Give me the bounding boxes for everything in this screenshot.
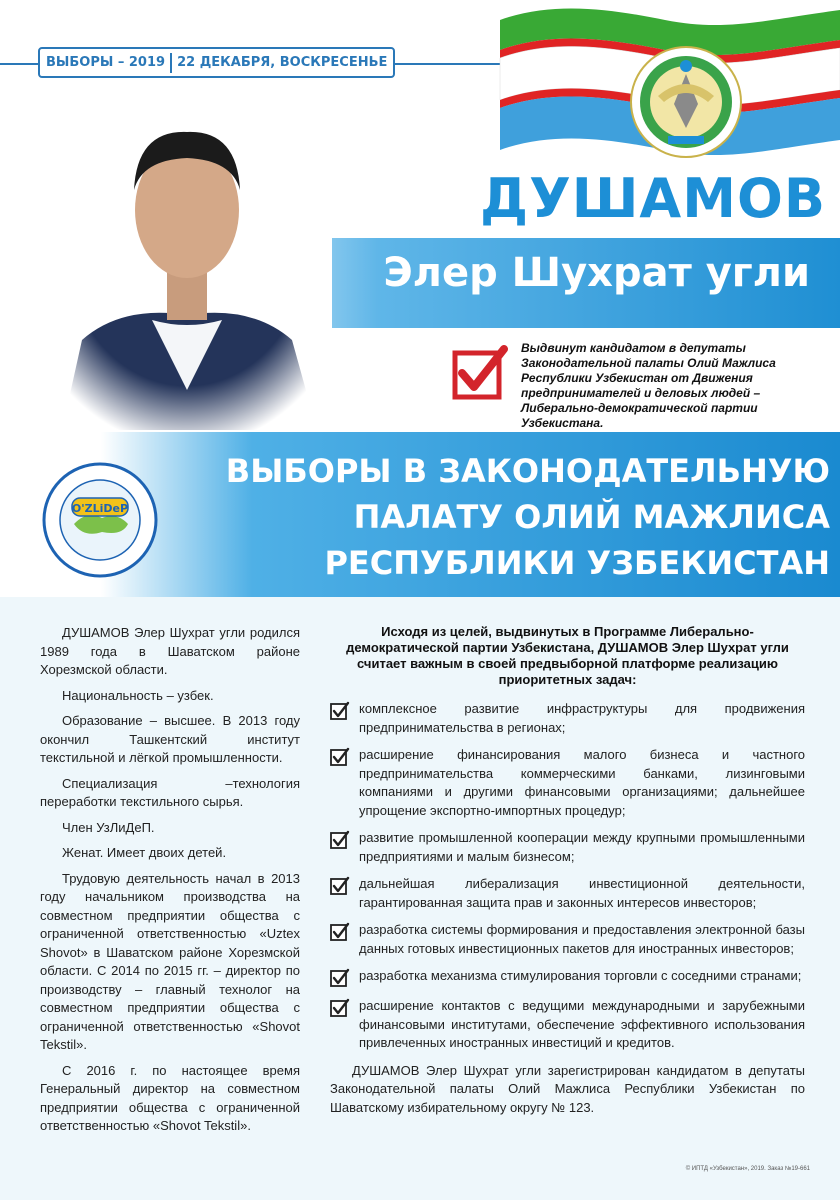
headline-line-2: ПАЛАТУ ОЛИЙ МАЖЛИСА <box>353 498 830 536</box>
badge-year: ВЫБОРЫ – 2019 <box>46 55 166 70</box>
candidate-surname: ДУШАМОВ <box>480 167 827 230</box>
badge-date: 22 ДЕКАБРЯ, ВОСКРЕСЕНЬЕ <box>177 55 388 70</box>
party-logo-text: O'ZLiDeP <box>71 502 129 515</box>
bio-paragraph: Член УзЛиДеП. <box>62 819 155 835</box>
biography <box>40 624 300 1143</box>
bio-paragraph: ДУШАМОВ Элер Шухрат угли родился 1989 года в Шаватском районе Хорезмской области. <box>40 625 300 677</box>
state-emblem-icon <box>628 44 744 160</box>
program-section <box>330 624 805 1117</box>
headline-line-1: ВЫБОРЫ В ЗАКОНОДАТЕЛЬНУЮ <box>225 452 830 490</box>
program-task <box>330 997 805 1053</box>
program-intro: Исходя из целей, выдвинутых в Программе Либерально-демократической партии Узбекистана, ДУШАМОВ Элер Шухрат угли считает важным в своей предвыборной платформе реализацию приоритетных задач: <box>346 624 789 687</box>
checkbox-checked-icon <box>330 998 350 1018</box>
program-task <box>330 967 805 988</box>
party-logo-icon <box>42 462 158 578</box>
election-headline <box>190 448 830 586</box>
candidate-photo <box>42 90 332 430</box>
task-text: разработка механизма стимулирования торговли с соседними странами; <box>359 968 802 983</box>
checkbox-checked-icon <box>330 830 350 850</box>
checkbox-checked-icon <box>330 968 350 988</box>
bio-paragraph: Специализация –технология переработки текстильного сырья. <box>40 775 300 809</box>
bio-paragraph: Образование – высшее. В 2013 году окончил Ташкентский институт текстильной и лёгкой промышленности. <box>40 713 300 765</box>
election-date-badge <box>38 47 395 78</box>
program-task <box>330 829 805 866</box>
badge-divider <box>170 53 172 73</box>
ballot-check-icon <box>452 345 508 401</box>
registration-note: ДУШАМОВ Элер Шухрат угли зарегистрирован кандидатом в депутаты Законодательной палаты Олий Мажлиса Республики Узбекистан по Шаватскому избирательному округу № 123. <box>330 1062 805 1115</box>
checkbox-checked-icon <box>330 876 350 896</box>
checkbox-checked-icon <box>330 701 350 721</box>
checkbox-checked-icon <box>330 747 350 767</box>
program-task <box>330 700 805 737</box>
program-task <box>330 746 805 820</box>
candidate-given-name: Элер Шухрат угли <box>383 250 810 296</box>
bio-paragraph: С 2016 г. по настоящее время Генеральный директор на совместном предприятии общества с ограниченной ответственностью «Shovot Tekstil». <box>40 1062 300 1133</box>
task-text: развитие промышленной кооперации между крупными промышленными предприятиями и малым бизнесом; <box>359 830 805 864</box>
bio-paragraph: Женат. Имеет двоих детей. <box>62 845 227 860</box>
task-text: разработка системы формирования и предоставления электронной базы данных готовых инвестиционных пакетов для иностранных инвесторов; <box>359 922 805 956</box>
program-task <box>330 921 805 958</box>
task-text: дальнейшая либерализация инвестиционной деятельности, гарантированная защита прав и законных интересов инвесторов; <box>359 876 805 910</box>
print-imprint: © ИПТД «Узбекистан», 2019. Заказ №19-661 <box>685 1166 810 1172</box>
bio-paragraph: Трудовую деятельность начал в 2013 году начальником производства на совместном предприятии общества с ограниченной ответственностью «Uztex Shovot» в Шаватском районе Хорезмской области. С 2014 по 2015 гг. – директор по производству – главный технолог на совместном предприятии общества с ограниченной ответственностью «Shovot Tekstil». <box>40 870 300 1052</box>
program-task <box>330 875 805 912</box>
bio-paragraph: Национальность – узбек. <box>62 687 214 703</box>
task-text: расширение контактов с ведущими международными и зарубежными финансовыми институтами, обеспечение эффективного использования привлеченных иностранных инвестиций и кредитов. <box>359 998 805 1050</box>
task-text: комплексное развитие инфраструктуры для продвижения предпринимательства в регионах; <box>359 701 805 735</box>
headline-line-3: РЕСПУБЛИКИ УЗБЕКИСТАН <box>324 544 830 582</box>
checkbox-checked-icon <box>330 922 350 942</box>
task-text: расширение финансирования малого бизнеса и частного предпринимательства коммерческими банками, лизинговыми компаниями и другими финансовыми организациями; дальнейшее упрощение экспортно-импортных процедур; <box>359 747 805 818</box>
nomination-statement: Выдвинут кандидатом в депутаты Законодательной палаты Олий Мажлиса Республики Узбекистан от Движения предпринимателей и деловых людей – Либерально-демократической партии Узбекистана. <box>521 341 776 430</box>
